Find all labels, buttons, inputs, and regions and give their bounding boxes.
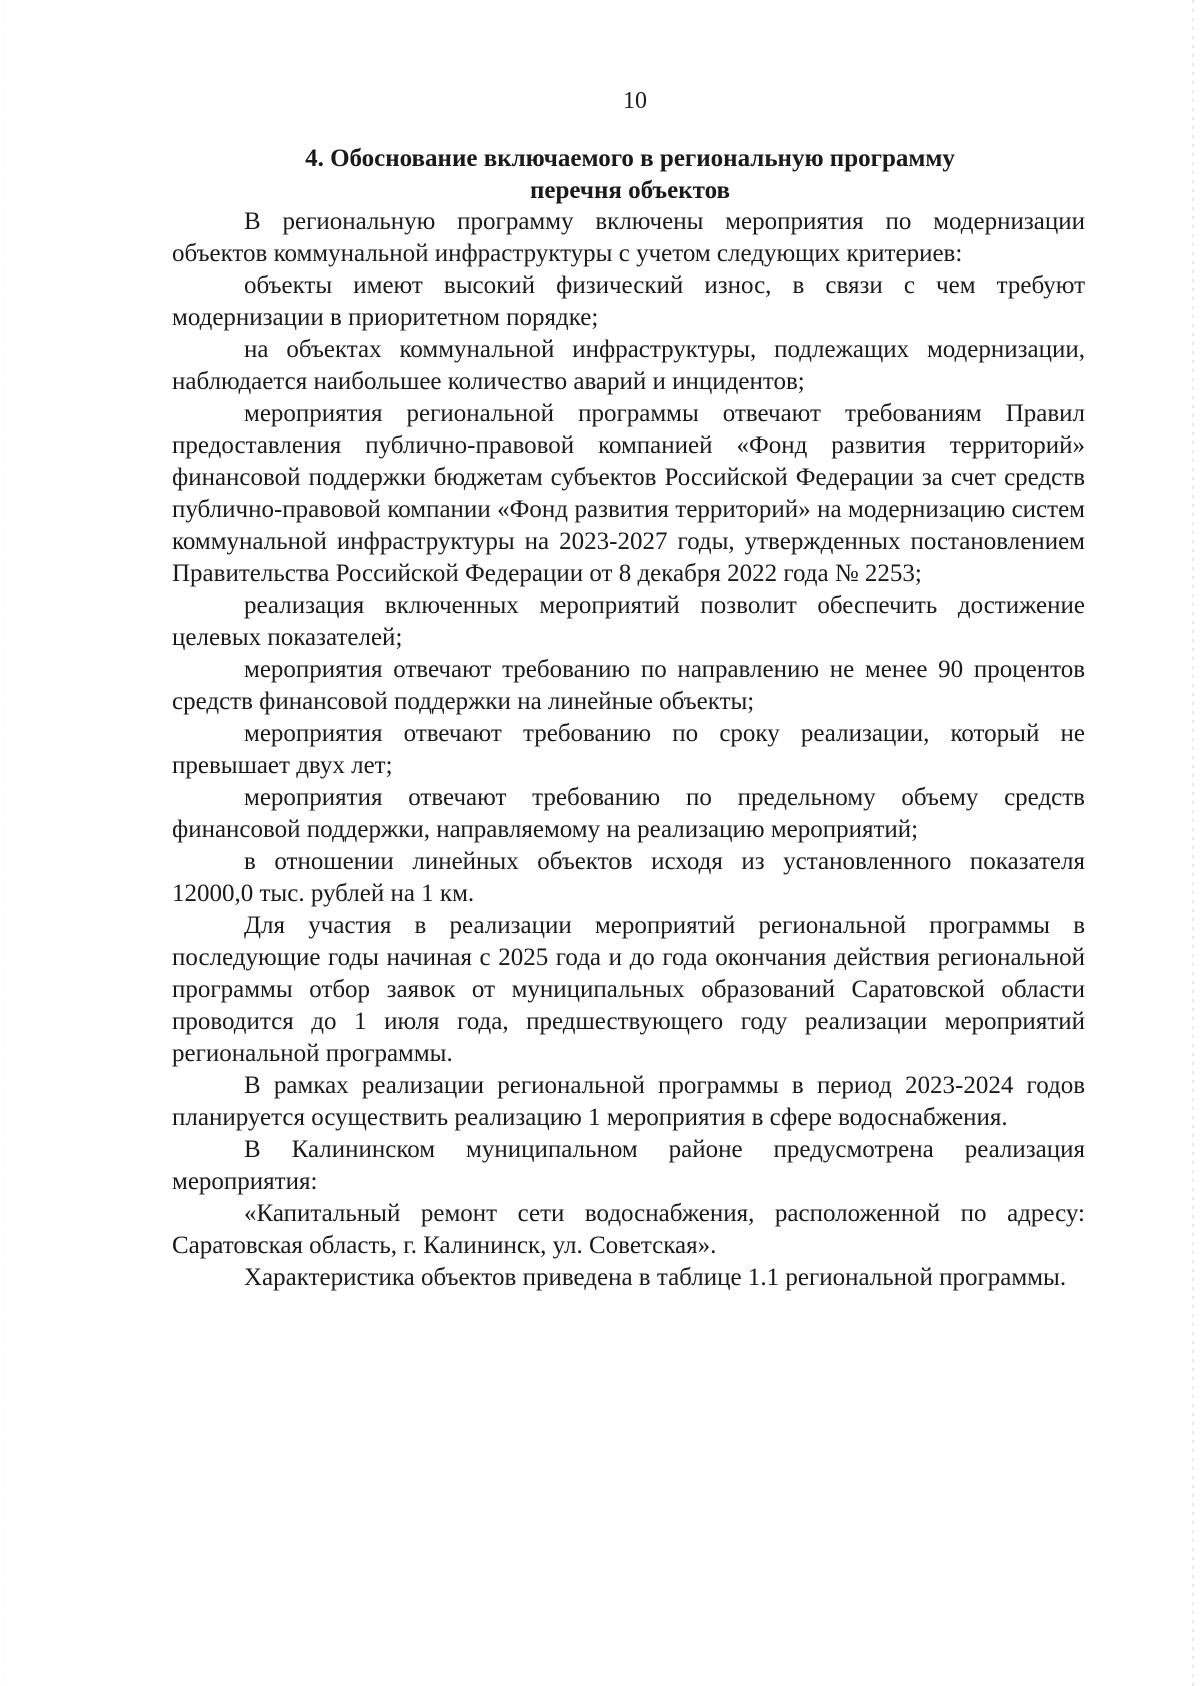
- paragraph-criterion-targets: реализация включенных мероприятий позволит обеспечить достижение целевых показателей;: [172, 592, 1085, 651]
- section-heading-line-2: перечня объектов: [530, 177, 730, 204]
- paragraph-criterion-wear: объекты имеют высокий физический износ, в связи с чем требуют модернизации в приоритетном порядке;: [172, 272, 1085, 331]
- paragraph-project: «Капитальный ремонт сети водоснабжения, расположенной по адресу: Саратовская область, г. Калининск, ул. Советская».: [172, 1200, 1085, 1259]
- paragraph-criterion-accidents: на объектах коммунальной инфраструктуры, подлежащих модернизации, наблюдается наибольшее количество аварий и инцидентов;: [172, 336, 1085, 395]
- paragraph-criterion-term: мероприятия отвечают требованию по сроку реализации, который не превышает двух лет;: [172, 720, 1085, 779]
- section-heading: [175, 143, 1085, 207]
- scan-edge-right: [1192, 0, 1194, 1686]
- paragraph-criterion-volume: мероприятия отвечают требованию по предельному объему средств финансовой поддержки, направляемому на реализацию мероприятий;: [172, 784, 1085, 843]
- scan-edge-left: [3, 0, 4, 1686]
- paragraph-criterion-rules: мероприятия региональной программы отвечают требованиям Правил предоставления публично-правовой компанией «Фонд развития территорий» финансовой поддержки бюджетам субъектов Российской Федерации за счет средств публично-правовой компании «Фонд развития территорий» на модернизацию систем коммунальной инфраструктуры на 2023-2027 годы, утвержденных постановлением Правительства Российской Федерации от 8 декабря 2022 года № 2253;: [172, 400, 1085, 587]
- page-number: 10: [623, 88, 647, 114]
- paragraph-selection: Для участия в реализации мероприятий региональной программы в последующие годы начиная с 2025 года и до года окончания действия региональной программы отбор заявок от муниципальных образований Саратовской области проводится до 1 июля года, предшествующего году реализации мероприятий региональной программы.: [172, 912, 1085, 1067]
- paragraph-criterion-linear-share: мероприятия отвечают требованию по направлению не менее 90 процентов средств финансовой поддержки на линейные объекты;: [172, 656, 1085, 715]
- paragraph-district: В Калининском муниципальном районе предусмотрена реализация мероприятия:: [172, 1136, 1085, 1195]
- section-heading-line-1: 4. Обоснование включаемого в региональную программу: [305, 145, 955, 172]
- paragraph-intro: В региональную программу включены мероприятия по модернизации объектов коммунальной инфраструктуры с учетом следующих критериев:: [172, 208, 1085, 267]
- paragraph-period: В рамках реализации региональной программы в период 2023-2024 годов планируется осуществить реализацию 1 мероприятия в сфере водоснабжения.: [172, 1072, 1085, 1131]
- paragraph-criterion-per-km: в отношении линейных объектов исходя из установленного показателя 12000,0 тыс. рублей на 1 км.: [172, 848, 1085, 907]
- body-text: [172, 206, 1085, 1294]
- paragraph-table-ref: Характеристика объектов приведена в таблице 1.1 региональной программы.: [244, 1264, 1067, 1291]
